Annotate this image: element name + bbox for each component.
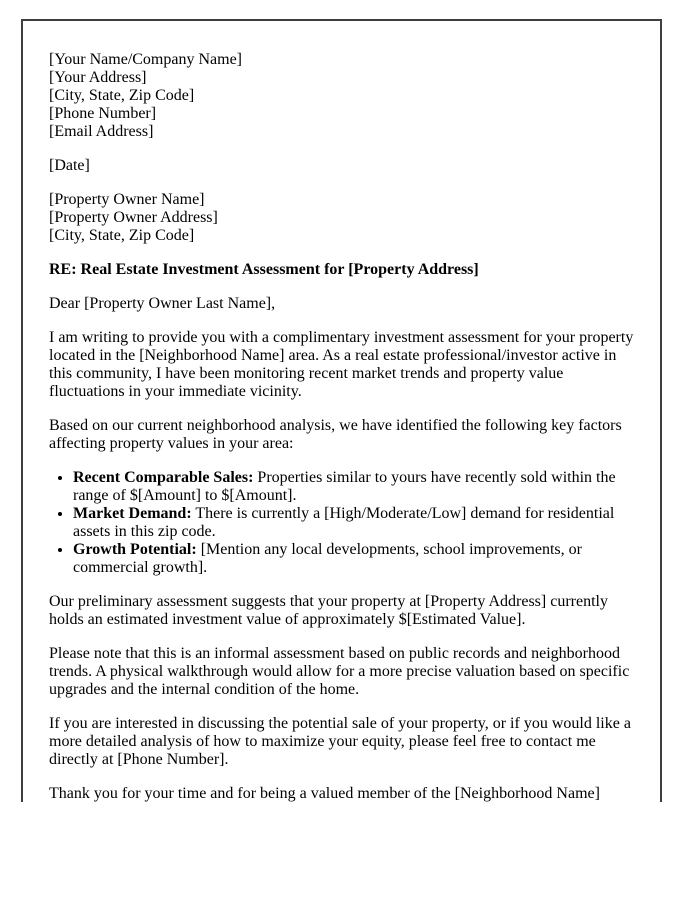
paragraph-intro: I am writing to provide you with a complimentary investment assessment for your property located in the [Neighborhood Name] area. As a real estate professional/investor active in this community, I have been monitoring recent market trends and property value fluctuations in your immediate vicinity. bbox=[49, 329, 634, 400]
bullet-text: [Mention any local developments, school improvements, or commercial growth]. bbox=[73, 541, 582, 576]
sender-email-line: [Email Address] bbox=[49, 123, 154, 140]
bullet-label: Recent Comparable Sales: bbox=[73, 469, 254, 486]
salutation: Dear [Property Owner Last Name], bbox=[49, 295, 276, 312]
recipient-city-line: [City, State, Zip Code] bbox=[49, 227, 195, 244]
sender-phone-line: [Phone Number] bbox=[49, 105, 157, 122]
paragraph-assessment: Our preliminary assessment suggests that your property at [Property Address] currently holds an estimated investment value of approximately $[Estimated Value]. bbox=[49, 593, 608, 628]
list-item-growth-potential bbox=[73, 541, 634, 577]
paragraph-closing-truncated: Thank you for your time and for being a valued member of the [Neighborhood Name] bbox=[49, 785, 600, 802]
recipient-block bbox=[49, 191, 634, 245]
letter-page bbox=[21, 19, 662, 802]
paragraph-contact: If you are interested in discussing the potential sale of your property, or if you would like a more detailed analysis of how to maximize your equity, please feel free to contact me directly at [Phone Number]. bbox=[49, 715, 631, 768]
list-item-market-demand bbox=[73, 505, 634, 541]
sender-address-line: [Your Address] bbox=[49, 69, 147, 86]
subject-line: RE: Real Estate Investment Assessment for [Property Address] bbox=[49, 261, 479, 278]
paragraph-disclaimer: Please note that this is an informal assessment based on public records and neighborhood trends. A physical walkthrough would allow for a more precise valuation based on specific upgrades and the internal condition of the home. bbox=[49, 645, 630, 698]
bullet-label: Market Demand: bbox=[73, 505, 192, 522]
sender-city-line: [City, State, Zip Code] bbox=[49, 87, 195, 104]
date-line: [Date] bbox=[49, 157, 90, 174]
recipient-address-line: [Property Owner Address] bbox=[49, 209, 218, 226]
bullet-text: Properties similar to yours have recently sold within the range of $[Amount] to $[Amount]. bbox=[73, 469, 616, 504]
bullet-text: There is currently a [High/Moderate/Low] demand for residential assets in this zip code. bbox=[73, 505, 615, 540]
sender-block bbox=[49, 51, 634, 141]
list-item-recent-comparable-sales bbox=[73, 469, 634, 505]
sender-name-line: [Your Name/Company Name] bbox=[49, 51, 243, 68]
bullet-label: Growth Potential: bbox=[73, 541, 197, 558]
paragraph-analysis-lead: Based on our current neighborhood analysis, we have identified the following key factors affecting property values in your area: bbox=[49, 417, 622, 452]
key-factors-list bbox=[49, 469, 634, 577]
recipient-name-line: [Property Owner Name] bbox=[49, 191, 205, 208]
